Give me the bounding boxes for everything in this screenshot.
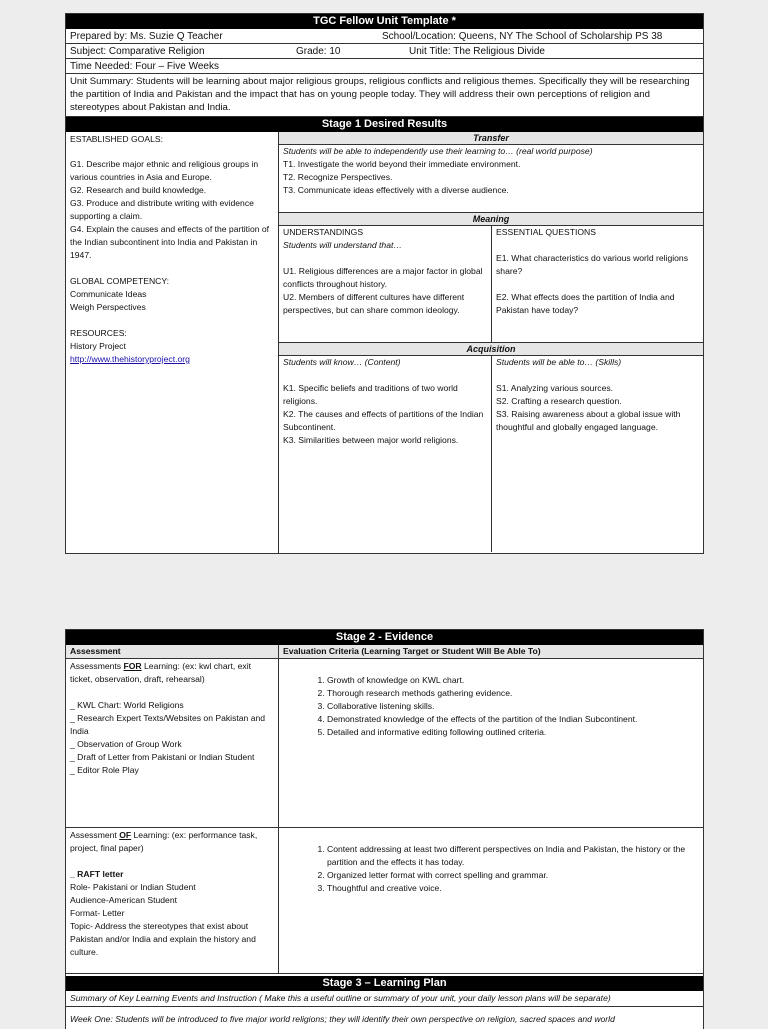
goals-label: ESTABLISHED GOALS:: [70, 134, 163, 144]
subject: Subject: Comparative Religion: [70, 46, 205, 57]
competency-item: Communicate Ideas: [70, 289, 147, 299]
stage2-title: Stage 2 - Evidence: [66, 630, 703, 645]
subject-row: [66, 44, 703, 59]
prepared-by: Prepared by: Ms. Suzie Q Teacher: [70, 31, 223, 42]
of-assessment-item: Audience-American Student: [70, 895, 178, 905]
school-location: School/Location: Queens, NY The School of Scholarship PS 38: [382, 31, 663, 42]
resources-label: RESOURCES:: [70, 328, 127, 338]
for-assessment-item: _ Observation of Group Work: [70, 739, 182, 749]
resource-link[interactable]: http://www.thehistoryproject.org: [70, 354, 190, 364]
time-row: [66, 59, 703, 74]
for-learning-row: [66, 659, 703, 828]
essential-questions: [496, 226, 701, 317]
stage1-body: [66, 132, 703, 553]
goal-item: G2. Research and build knowledge.: [70, 185, 207, 195]
of-keyword: OF: [119, 830, 132, 840]
transfer-intro: Students will be able to independently use their learning to… (real world purpose): [283, 146, 593, 156]
of-intro-c: Learning: (ex: performance task, project, final paper): [70, 830, 258, 853]
for-learning-criteria: [279, 674, 699, 739]
know-item: K2. The causes and effects of partitions of the Indian Subcontinent.: [283, 409, 484, 432]
skill-item: S1. Analyzing various sources.: [496, 383, 614, 393]
questions-label: ESSENTIAL QUESTIONS: [496, 227, 596, 237]
stage1-title: Stage 1 Desired Results: [66, 117, 703, 132]
understanding-item: U2. Members of different cultures have different perspectives, but can share common ideology.: [283, 292, 465, 315]
document-title: TGC Fellow Unit Template *: [66, 14, 703, 29]
for-keyword: FOR: [123, 661, 142, 671]
stage3-title: Stage 3 – Learning Plan: [66, 976, 703, 991]
of-learning-criteria: [279, 843, 699, 895]
criteria-header: Evaluation Criteria (Learning Target or Student Will Be Able To): [283, 646, 541, 656]
criteria-item: 3. Collaborative listening skills.: [327, 700, 699, 713]
competency-item: Weigh Perspectives: [70, 302, 146, 312]
transfer-header: Transfer: [279, 132, 703, 145]
skill-item: S2. Crafting a research question.: [496, 396, 622, 406]
for-intro-c: Learning: (ex: kwl chart, exit ticket, observation, draft, rehearsal): [70, 661, 252, 684]
question-item: E2. What effects does the partition of India and Pakistan have today?: [496, 292, 675, 315]
criteria-item: 2. Thorough research methods gathering evidence.: [327, 687, 699, 700]
know-item: K1. Specific beliefs and traditions of two world religions.: [283, 383, 458, 406]
students-skills: [496, 356, 701, 434]
resource-name: History Project: [70, 341, 126, 351]
assessment-header: Assessment: [70, 646, 121, 656]
skills-intro: Students will be able to… (Skills): [496, 357, 622, 367]
transfer-item: T2. Recognize Perspectives.: [283, 172, 393, 182]
for-learning-intro: [70, 660, 275, 686]
of-assessment-item: Topic- Address the stereotypes that exist about Pakistan and/or India and explain the history and culture.: [70, 921, 256, 957]
criteria-item: 1. Growth of knowledge on KWL chart.: [327, 674, 699, 687]
stage2-column-headers: [66, 645, 703, 659]
for-assessment-item: _ Draft of Letter from Pakistani or Indian Student: [70, 752, 255, 762]
acquisition-section: [279, 356, 703, 552]
for-learning-assessments: [70, 660, 275, 777]
for-assessment-item: _ Research Expert Texts/Websites on Pakistan and India: [70, 713, 266, 736]
students-will-know: [283, 356, 489, 447]
for-assessment-item: _ KWL Chart: World Religions: [70, 700, 184, 710]
know-intro: Students will know… (Content): [283, 357, 401, 367]
know-item: K3. Similarities between major world religions.: [283, 435, 459, 445]
goal-item: G1. Describe major ethnic and religious groups in various countries in Asia and Europe.: [70, 159, 259, 182]
transfer-section: [279, 145, 703, 212]
of-intro-a: Assessment: [70, 830, 120, 840]
week-one: Week One: Students will be introduced to five major world religions; they will identify their own perspective on religion, sacred spaces and world: [70, 1014, 615, 1024]
transfer-item: T1. Investigate the world beyond their immediate environment.: [283, 159, 521, 169]
criteria-item: 3. Thoughtful and creative voice.: [327, 882, 699, 895]
grade: Grade: 10: [296, 46, 341, 57]
meaning-section: [279, 226, 703, 342]
understandings-intro: Students will understand that…: [283, 240, 402, 250]
of-learning-row: [66, 828, 703, 974]
unit-template-stage1: [65, 13, 704, 554]
understanding-item: U1. Religious differences are a major factor in global conflicts throughout history.: [283, 266, 483, 289]
meaning-header: Meaning: [279, 212, 703, 226]
for-assessment-item: _ Editor Role Play: [70, 765, 139, 775]
criteria-item: 4. Demonstrated knowledge of the effects of the partition of the Indian Subcontinent.: [327, 713, 699, 726]
unit-summary: Unit Summary: Students will be learning about major religious groups, religious conflicts and religious themes. Specifically they will be researching the partition of India and Pakistan and the impact that has on young people today. They will address their own perceptions of religion and stereotypes about Pakistan and India.: [66, 74, 703, 117]
goal-item: G4. Explain the causes and effects of the partition of the Indian subcontinent into India and Pakistan in 1947.: [70, 224, 270, 260]
of-learning-assessments: [70, 829, 275, 959]
criteria-item: 5. Detailed and informative editing following outlined criteria.: [327, 726, 699, 739]
understandings: [283, 226, 489, 317]
goals-column: [70, 133, 276, 366]
time-needed: Time Needed: Four – Five Weeks: [70, 61, 219, 72]
of-assessment-item: Format- Letter: [70, 908, 125, 918]
understandings-label: UNDERSTANDINGS: [283, 227, 364, 237]
unit-title: Unit Title: The Religious Divide: [409, 46, 545, 57]
criteria-item: 2. Organized letter format with correct spelling and grammar.: [327, 869, 699, 882]
question-item: E1. What characteristics do various world religions share?: [496, 253, 689, 276]
unit-template-stage2: [65, 629, 704, 1029]
of-learning-intro: [70, 829, 275, 855]
prepared-row: [66, 29, 703, 44]
stage3-summary: Summary of Key Learning Events and Instruction ( Make this a useful outline or summary of your unit, your daily lesson plans will be separate): [66, 991, 703, 1007]
criteria-item: 1. Content addressing at least two different perspectives on India and Pakistan, the history or the partition and the effects it has today.: [327, 843, 699, 869]
skill-item: S3. Raising awareness about a global issue with thoughtful and globally engaged language.: [496, 409, 681, 432]
results-column: [279, 132, 703, 553]
competency-label: GLOBAL COMPETENCY:: [70, 276, 170, 286]
goal-item: G3. Produce and distribute writing with evidence supporting a claim.: [70, 198, 254, 221]
acquisition-header: Acquisition: [279, 342, 703, 356]
for-intro-a: Assessments: [70, 661, 124, 671]
raft-letter: _ RAFT letter: [70, 869, 124, 879]
of-assessment-item: Role- Pakistani or Indian Student: [70, 882, 196, 892]
transfer-item: T3. Communicate ideas effectively with a diverse audience.: [283, 185, 509, 195]
